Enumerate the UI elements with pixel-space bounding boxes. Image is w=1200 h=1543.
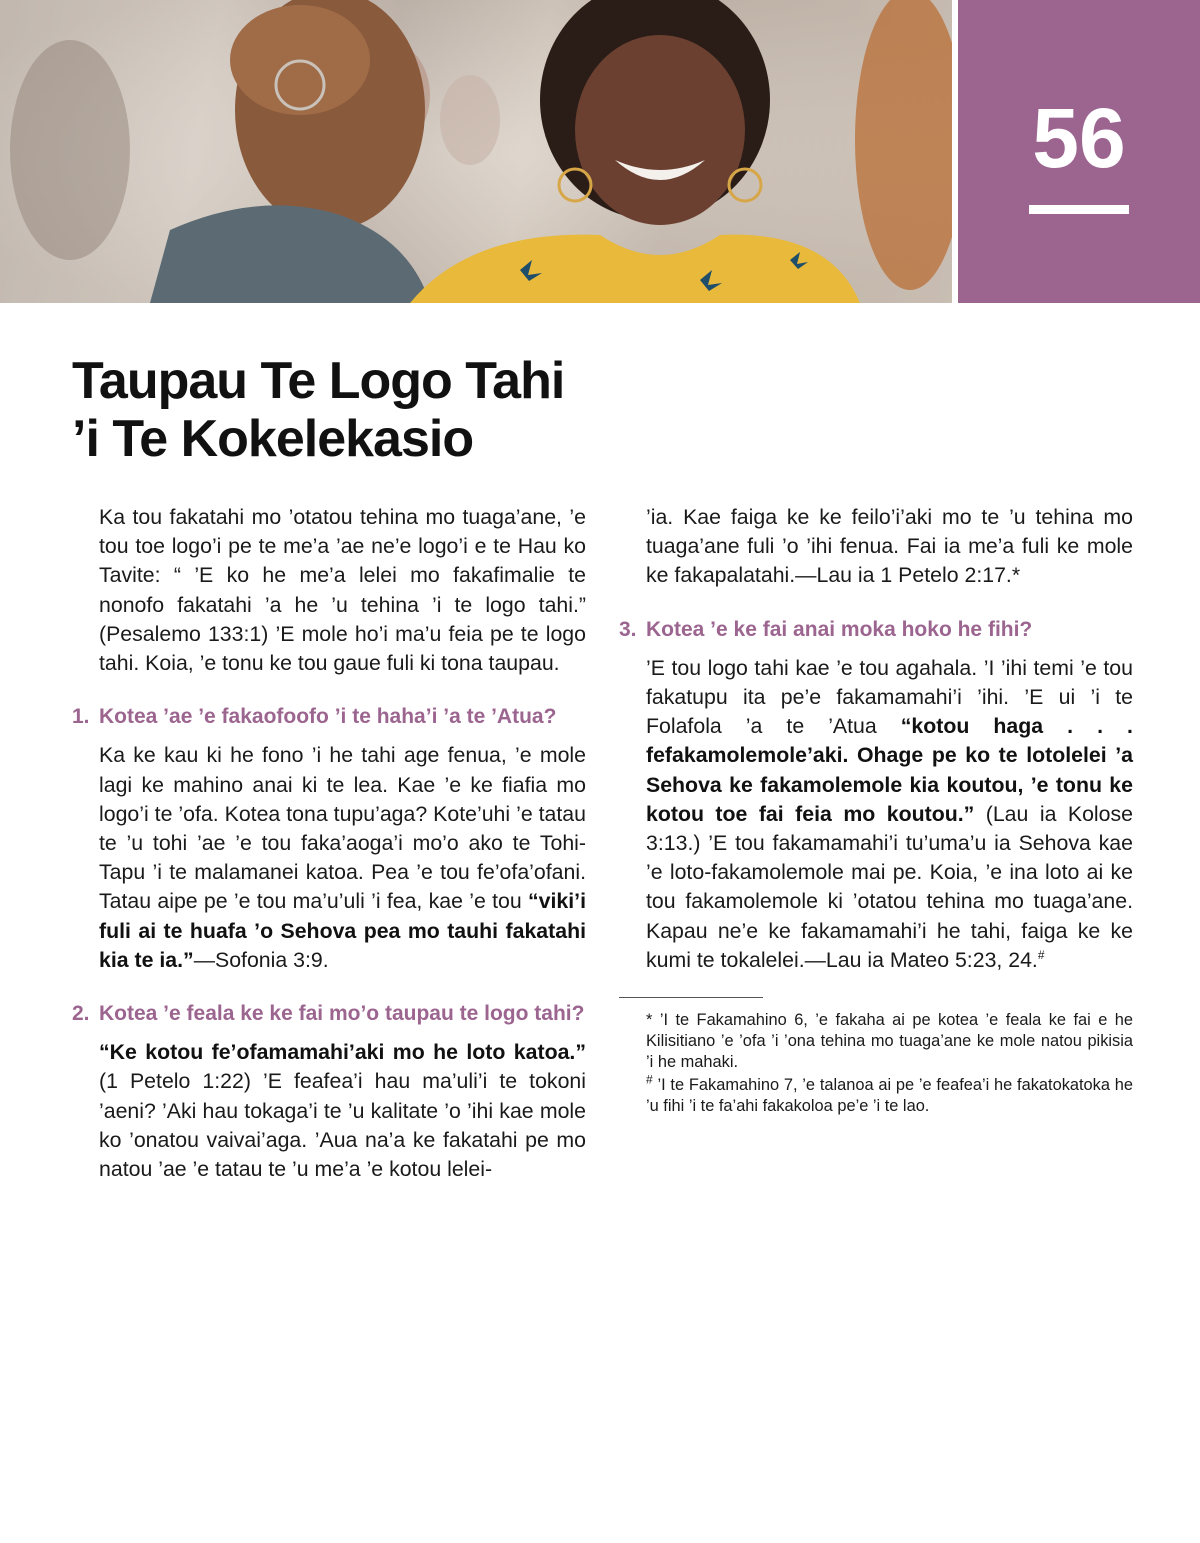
answer-1-text: Ka ke kau ki he fono ’i he tahi age fenua, ’e mole lagi ke mahino anai ki te lea. Kae ’e ke fiafia mo logo’i te ’ofa. Kotea tona tupu’aga? Kote’uhi ’e tatau te ’u tohi ’ae ’e tou faka’aoga’i mo’o ako te Tohi-Tapu ’i te malamanei katoa. Pea ’e tou fe’ofa’ofani. Tatau aipe pe ’e tou ma’u’uli ’i fea, kae ’e tou xyxy=(99,743,586,914)
question-3-text: Kotea ’e ke fai anai moka hoko he fihi? xyxy=(646,617,1033,641)
lesson-number-underline xyxy=(1029,205,1129,214)
answer-2-text: (1 Petelo 1:22) ’E feafea’i hau ma’uli’i te tokoni ’aeni? ’Aki hau tokaga’i te ’u kalitate ’o ’ihi kae mole ko ’onatou vaivai’aga. ’Aua na’a ke fakatahi pe mo natou ’ae ’e tatau te ’u me’a ’e kotou lelei- xyxy=(99,1069,586,1182)
question-1-number: 1. xyxy=(72,705,90,729)
right-column xyxy=(619,503,1133,1117)
footnote-divider xyxy=(619,997,763,998)
question-2 xyxy=(72,999,586,1028)
footnote-1: * ’I te Fakamahino 6, ’e fakaha ai pe kotea ’e feala ke fai e he Kilisitiano ’e ’ofa ’i ’ona tehina mo tuaga’ane ke mole natou pikisia ’i he mahaki. xyxy=(646,1011,1133,1072)
footnote-2-text: ’I te Fakamahino 7, ’e talanoa ai pe ’e feafea’i he fakatokatoka he ’u fihi ’i te fa’ahi fakakoloa pe’e ’i te lao. xyxy=(646,1076,1133,1116)
question-3 xyxy=(619,615,1133,644)
intro-paragraph: Ka tou fakatahi mo ’otatou tehina mo tuaga’ane, ’e tou toe logo’i pe te me’a ’ae ne’e logo’i e te Hau ko Tavite: “ ’E ko he me’a lelei mo fakafimalie te nonofo fakatahi ’a he ’u tehina ’i te logo tahi.” (Pesalemo 133:1) ’E mole ho’i ma’u feia pe te logo tahi. Koia, ’e tonu ke tou gaue fuli ki tona taupau. xyxy=(99,505,586,676)
footnote-mark-hash: # xyxy=(1037,947,1045,962)
lesson-number-panel xyxy=(958,0,1200,303)
question-2-number: 2. xyxy=(72,1002,90,1026)
lesson-number: 56 xyxy=(1032,91,1126,185)
footnote-2 xyxy=(619,1072,1133,1117)
title-line-2: ’i Te Kokelekasio xyxy=(72,410,474,468)
answer-2-continued: ’ia. Kae faiga ke ke feilo’i’aki mo te ’u tehina mo tuaga’ane fuli ’o ’ihi fenua. Fai ia me’a fuli ke mole ke fakapalatahi.—Lau ia 1 Petelo 2:17.* xyxy=(646,505,1133,588)
answer-3-paragraph xyxy=(619,654,1133,975)
question-3-number: 3. xyxy=(619,617,637,641)
answer-3-quote: “kotou haga . . . fefakamolemole’aki. Ohage pe ko te lotolelei ’a Sehova ke fakamolemole kia koutou, ’e tonu ke kotou toe fai feia mo koutou.” xyxy=(646,714,1133,826)
answer-3-text: ’E tou logo tahi kae ’e tou agahala. ’I ’ihi temi ’e tou fakatupu ita pe’e fakamamahi’i ’ihi. ’E ui ’i te Folafola ’a te ’Atua xyxy=(646,655,1133,739)
answer-2-quote: “Ke kotou fe’ofamamahi’aki mo he loto katoa.” xyxy=(99,1040,586,1065)
question-2-text: Kotea ’e feala ke ke fai mo’o taupau te logo tahi? xyxy=(99,1002,585,1026)
photo-illustration xyxy=(0,0,952,303)
footnote-2-mark: # xyxy=(646,1072,653,1087)
question-1 xyxy=(72,702,586,731)
left-column xyxy=(72,503,586,1184)
answer-1-quote: “viki’i fuli ai te huafa ’o Sehova pea mo tauhi fakatahi kia te ia.” xyxy=(99,889,586,972)
page-title xyxy=(72,352,772,468)
header-photo xyxy=(0,0,952,303)
answer-1-reference: —Sofonia 3:9. xyxy=(193,947,329,972)
answer-2-paragraph xyxy=(72,1038,586,1184)
answer-3-continued: (Lau ia Kolose 3:13.) ’E tou fakamamahi’i tu’uma’u ia Sehova kae ’e loto-fakamolemole mai pe. Koia, ’e ina loto ai ke tou fakamolemole ki ’otatou tehina mo tuaga’ane. Kapau ne’e ke fakamamahi’i he tahi, faiga ke ke kumi te tokalelei.—Lau ia Mateo 5:23, 24. xyxy=(646,801,1133,972)
question-1-text: Kotea ’ae ’e fakaofoofo ’i te haha’i ’a te ’Atua? xyxy=(99,705,557,729)
answer-1-paragraph xyxy=(72,741,586,975)
title-line-1: Taupau Te Logo Tahi xyxy=(72,352,565,410)
